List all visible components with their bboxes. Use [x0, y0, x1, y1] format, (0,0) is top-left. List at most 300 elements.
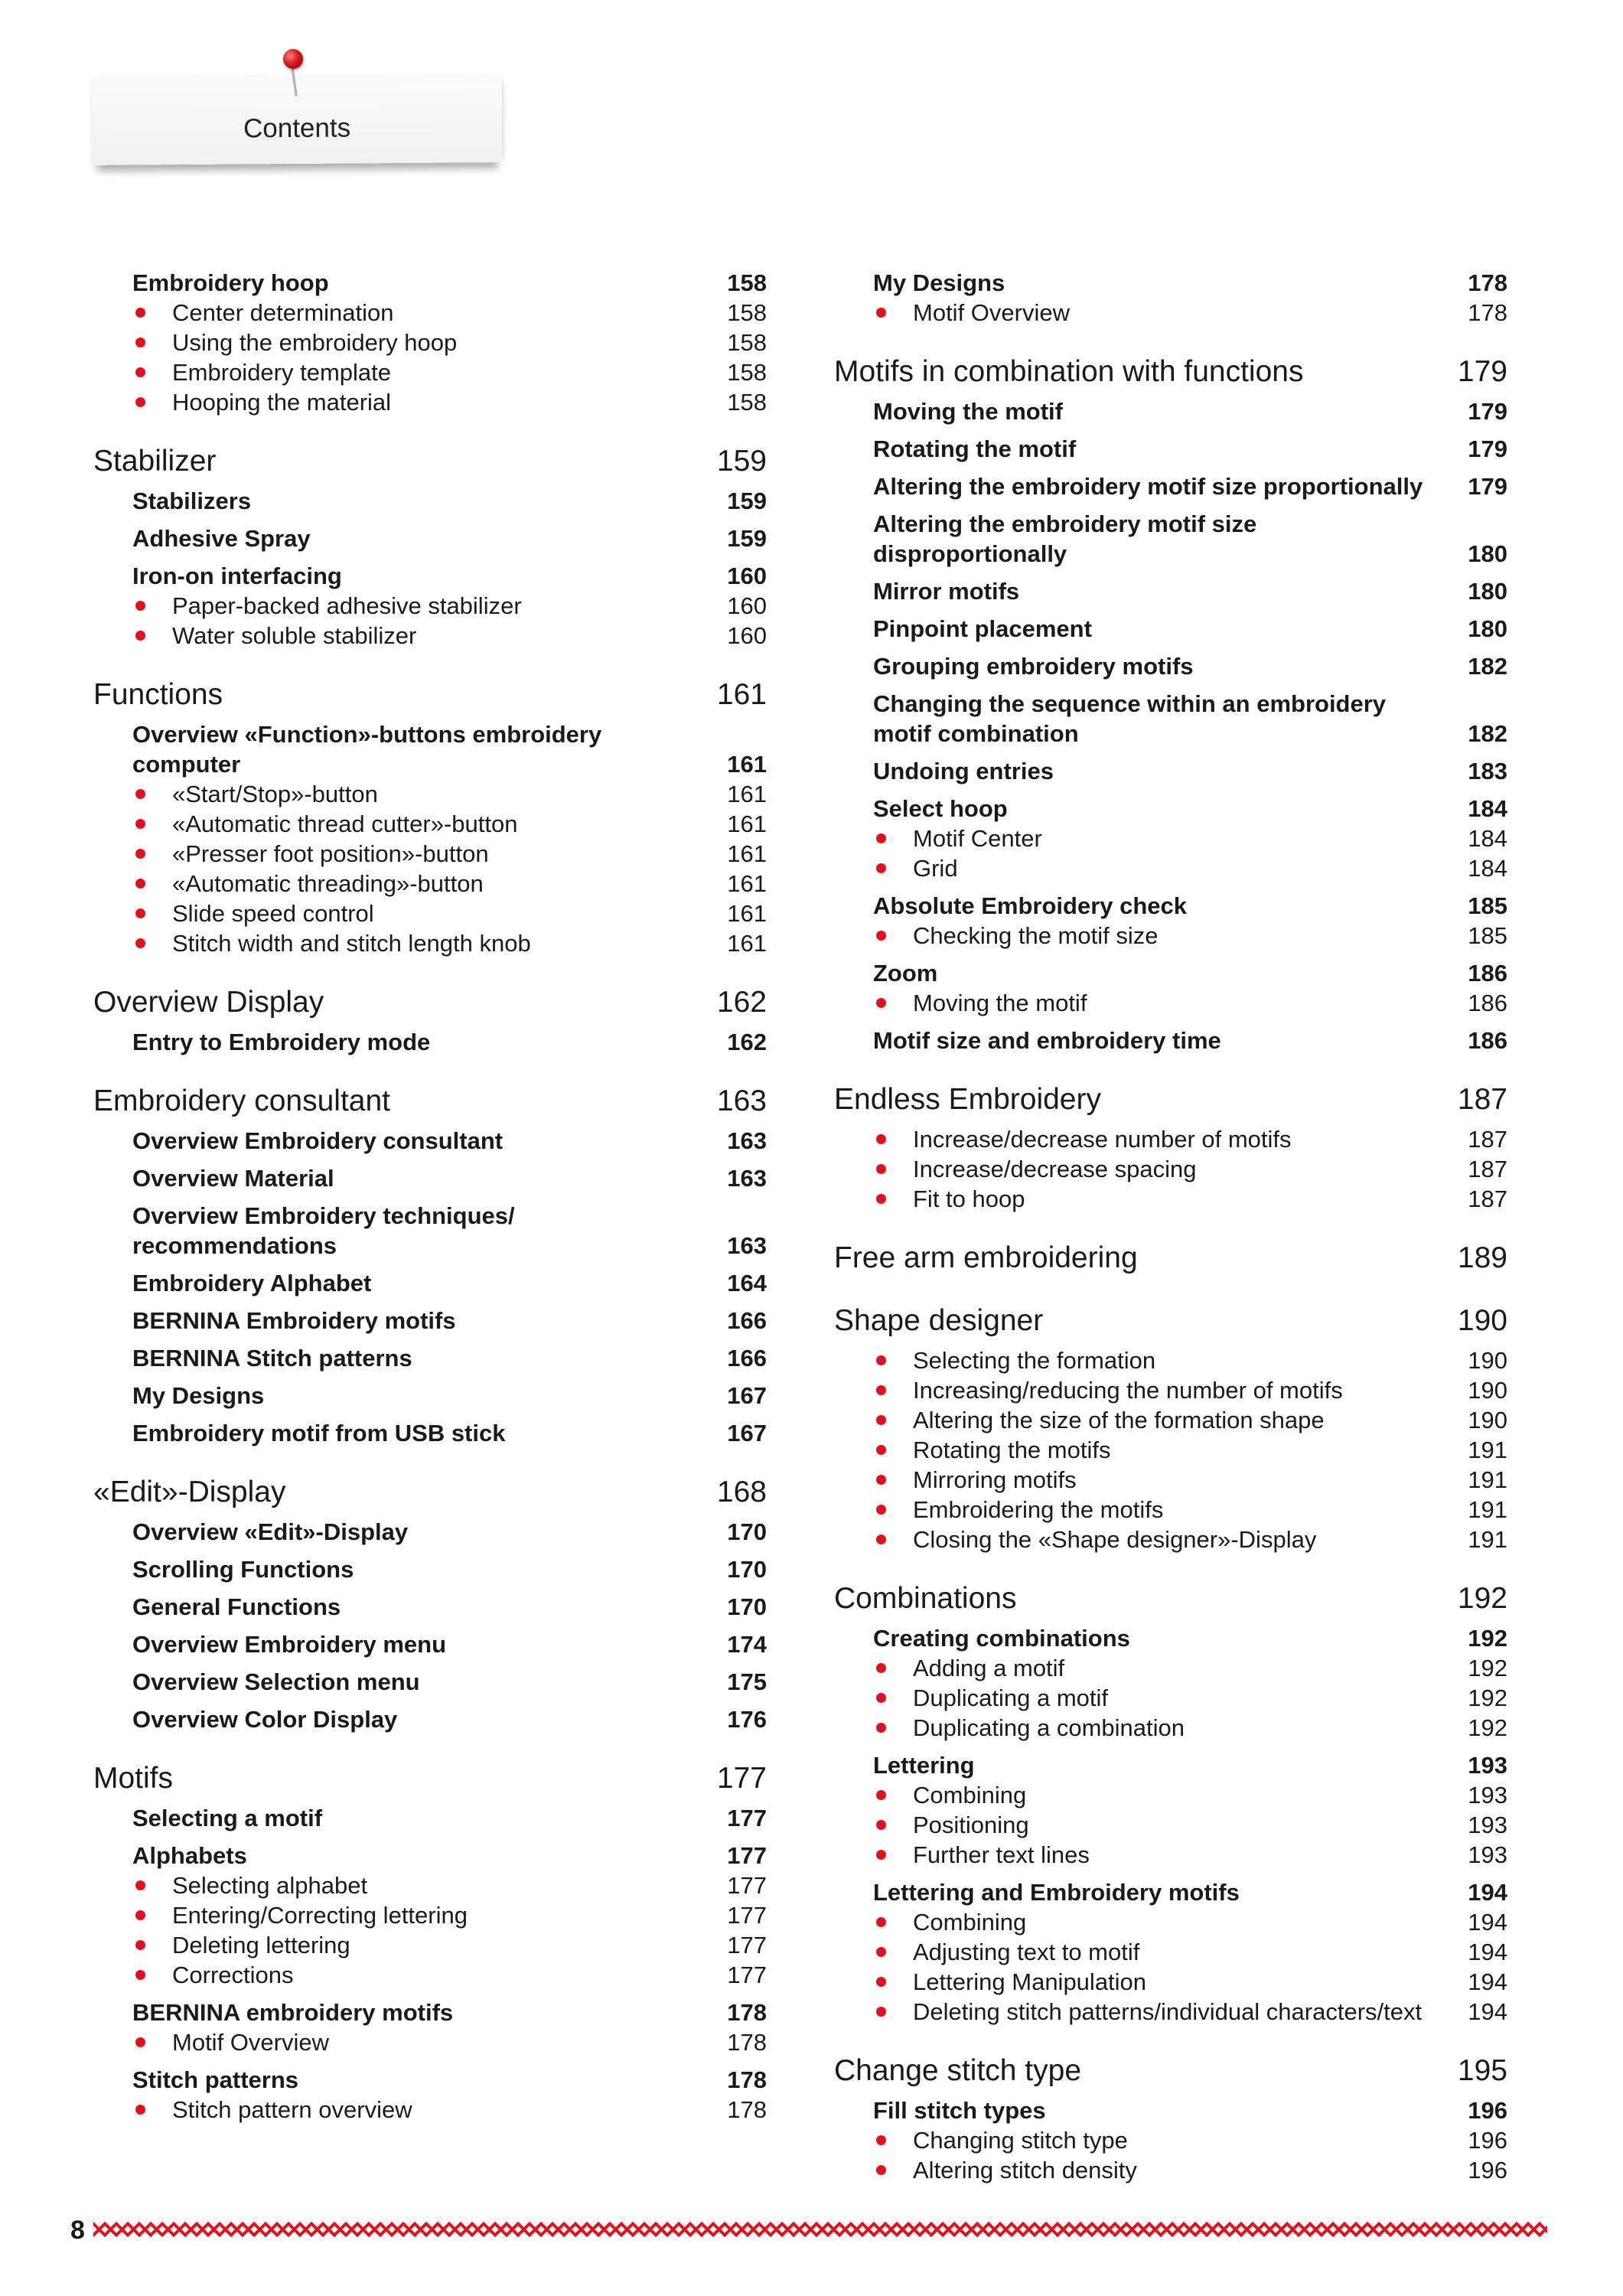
toc-entry-label: Grouping embroidery motifs	[873, 653, 1194, 680]
toc-entry-page: 186	[1468, 990, 1507, 1016]
toc-entry-label: Overview Selection menu	[132, 1668, 420, 1695]
toc-entry-label: Combining	[913, 1782, 1027, 1808]
toc-entry-label: Overview Embroidery menu	[132, 1631, 447, 1658]
toc-section-entry[interactable]	[93, 1381, 767, 1411]
toc-entry-page: 194	[1468, 1968, 1507, 1995]
toc-entry-page: 191	[1468, 1466, 1507, 1493]
toc-entry-page: 159	[727, 525, 767, 552]
toc-chapter-title: Embroidery consultant	[93, 1084, 391, 1117]
toc-entry-page: 178	[727, 2096, 767, 2123]
toc-entry-label: Duplicating a combination	[913, 1714, 1185, 1741]
toc-section-entry[interactable]	[93, 1418, 767, 1448]
toc-bullet-entry[interactable]	[93, 2095, 767, 2125]
toc-entry-label: Fill stitch types	[873, 2097, 1046, 2124]
toc-entry-page: 179	[1468, 435, 1507, 462]
toc-entry-page: 194	[1468, 1909, 1507, 1936]
page-title: Contents	[243, 113, 351, 144]
toc-chapter-heading[interactable]	[834, 1081, 1507, 1118]
toc-bullet-entry[interactable]	[93, 591, 767, 621]
toc-section-entry[interactable]	[834, 434, 1507, 464]
toc-bullet-entry[interactable]	[93, 779, 767, 809]
toc-bullet-entry[interactable]	[93, 621, 767, 651]
toc-bullet-entry[interactable]	[834, 1907, 1507, 1937]
toc-entry-label: Motif Overview	[172, 2029, 329, 2056]
toc-chapter-title: Functions	[93, 678, 223, 711]
toc-bullet-entry[interactable]	[93, 869, 767, 899]
toc-bullet-entry[interactable]	[834, 1435, 1507, 1465]
toc-entry-page: 160	[727, 563, 767, 589]
toc-entry-page: 177	[727, 1842, 767, 1869]
toc-bullet-entry[interactable]	[834, 1713, 1507, 1743]
toc-chapter-heading[interactable]	[834, 1240, 1507, 1277]
toc-entry-page: 184	[1468, 795, 1507, 822]
toc-entry-page: 194	[1468, 1939, 1507, 1965]
toc-chapter-heading[interactable]	[93, 443, 767, 480]
toc-section-entry[interactable]	[93, 1517, 767, 1547]
toc-section-entry[interactable]	[834, 614, 1507, 644]
pin-icon	[283, 49, 303, 69]
toc-chapter-title: Motifs	[93, 1762, 174, 1795]
toc-entry-label: BERNINA embroidery motifs	[132, 1999, 454, 2026]
toc-entry-page: 192	[1468, 1714, 1507, 1741]
toc-section-entry[interactable]	[834, 396, 1507, 426]
toc-section-entry[interactable]	[93, 1998, 767, 2027]
toc-chapter-title: Motifs in combination with functions	[834, 355, 1304, 388]
toc-entry-page: 180	[1468, 540, 1507, 567]
toc-entry-page: 193	[1468, 1812, 1507, 1838]
toc-chapter-heading[interactable]	[834, 2053, 1507, 2089]
toc-entry-label: Grid	[913, 855, 958, 882]
toc-chapter-heading[interactable]	[93, 1083, 767, 1120]
toc-bullet-entry[interactable]	[834, 298, 1507, 328]
toc-chapter-page: 192	[1457, 1582, 1507, 1615]
toc-chapter-title: Free arm embroidering	[834, 1241, 1138, 1274]
toc-entry-label: «Presser foot position»-button	[172, 840, 489, 867]
toc-entry-page: 193	[1468, 1841, 1507, 1868]
toc-entry-label: BERNINA Stitch patterns	[132, 1345, 412, 1371]
toc-chapter-title: Combinations	[834, 1582, 1017, 1615]
toc-chapter-page: 189	[1457, 1241, 1507, 1274]
toc-bullet-entry[interactable]	[834, 1683, 1507, 1713]
toc-entry-label: Further text lines	[913, 1841, 1090, 1868]
toc-bullet-entry[interactable]	[834, 853, 1507, 883]
toc-entry-label: Altering stitch density	[913, 2157, 1137, 2183]
toc-chapter-heading[interactable]	[93, 1474, 767, 1511]
toc-section-entry[interactable]	[834, 509, 1507, 569]
toc-section-entry[interactable]	[834, 756, 1507, 786]
toc-bullet-entry[interactable]	[93, 387, 767, 417]
toc-entry-label: Overview «Function»-buttons embroidery computer	[132, 721, 602, 778]
toc-section-entry[interactable]	[834, 1750, 1507, 1780]
toc-entry-label: Moving the motif	[873, 398, 1063, 425]
toc-chapter-title: Shape designer	[834, 1304, 1044, 1337]
toc-entry-label: Selecting the formation	[913, 1347, 1156, 1374]
toc-bullet-entry[interactable]	[834, 1997, 1507, 2027]
toc-right-column	[834, 268, 1507, 2185]
toc-entry-page: 196	[1468, 2097, 1507, 2124]
toc-entry-page: 167	[727, 1420, 767, 1446]
toc-bullet-entry[interactable]	[834, 823, 1507, 853]
toc-entry-page: 179	[1468, 473, 1507, 500]
toc-entry-page: 166	[727, 1345, 767, 1371]
toc-chapter-page: 161	[716, 678, 767, 711]
toc-section-entry[interactable]	[93, 1201, 767, 1261]
toc-entry-label: Overview Color Display	[132, 1706, 398, 1733]
toc-entry-label: Scrolling Functions	[132, 1556, 354, 1583]
toc-entry-page: 184	[1468, 855, 1507, 882]
toc-chapter-heading[interactable]	[834, 1303, 1507, 1339]
toc-section-entry[interactable]	[834, 689, 1507, 748]
toc-entry-page: 186	[1468, 1027, 1507, 1054]
toc-entry-label: Motif size and embroidery time	[873, 1027, 1221, 1054]
toc-entry-page: 196	[1468, 2157, 1507, 2183]
toc-entry-label: Combining	[913, 1909, 1027, 1936]
toc-entry-page: 161	[727, 930, 767, 957]
toc-entry-label: Stabilizers	[132, 488, 252, 514]
toc-entry-label: Altering the size of the formation shape	[913, 1407, 1325, 1433]
footer-decorative-border	[93, 2222, 1547, 2237]
toc-entry-page: 192	[1468, 1655, 1507, 1681]
toc-chapter-page: 195	[1457, 2054, 1507, 2087]
toc-bullet-entry[interactable]	[93, 809, 767, 839]
toc-entry-label: Embroidery hoop	[132, 269, 329, 296]
toc-chapter-entries	[834, 1345, 1507, 1554]
toc-entry-page: 161	[727, 751, 767, 778]
toc-entry-label: Mirroring motifs	[913, 1466, 1077, 1493]
toc-section-entry[interactable]	[834, 794, 1507, 823]
toc-entry-page: 161	[727, 870, 767, 897]
toc-entry-page: 179	[1468, 398, 1507, 425]
toc-entry-label: Embroidery Alphabet	[132, 1270, 372, 1296]
toc-entry-page: 191	[1468, 1526, 1507, 1553]
toc-section-entry[interactable]	[93, 1592, 767, 1622]
toc-entry-label: Stitch width and stitch length knob	[172, 930, 531, 957]
toc-entry-label: Zoom	[873, 960, 938, 987]
toc-chapter-page: 190	[1457, 1304, 1507, 1337]
toc-entry-label: Overview «Edit»-Display	[132, 1518, 409, 1545]
page-number: 8	[70, 2216, 85, 2245]
toc-entry-label: Selecting a motif	[132, 1805, 323, 1831]
toc-entry-page: 176	[727, 1706, 767, 1733]
toc-entry-page: 192	[1468, 1684, 1507, 1711]
toc-entry-label: Undoing entries	[873, 758, 1054, 784]
toc-entry-page: 185	[1468, 892, 1507, 919]
toc-chapter-page: 187	[1457, 1083, 1507, 1116]
toc-entry-page: 177	[727, 1805, 767, 1831]
toc-entry-page: 190	[1468, 1347, 1507, 1374]
toc-entry-page: 196	[1468, 2127, 1507, 2154]
toc-section-entry[interactable]	[93, 1126, 767, 1156]
toc-entry-label: Increase/decrease number of motifs	[913, 1126, 1292, 1153]
toc-chapter-entries	[834, 1623, 1507, 2027]
toc-entry-label: Altering the embroidery motif size disproportionally	[873, 510, 1257, 567]
toc-section-entry[interactable]	[834, 576, 1507, 606]
toc-entry-page: 161	[727, 781, 767, 807]
toc-entry-label: Using the embroidery hoop	[172, 329, 458, 356]
toc-bullet-entry[interactable]	[93, 1900, 767, 1930]
toc-entry-page: 160	[727, 622, 767, 649]
toc-bullet-entry[interactable]	[834, 1345, 1507, 1375]
toc-entry-page: 161	[727, 810, 767, 837]
toc-entry-label: Adjusting text to motif	[913, 1939, 1140, 1965]
toc-section-entry[interactable]	[93, 1163, 767, 1193]
toc-entry-page: 191	[1468, 1496, 1507, 1523]
toc-entry-page: 187	[1468, 1126, 1507, 1153]
toc-entry-page: 185	[1468, 922, 1507, 949]
toc-entry-page: 192	[1468, 1625, 1507, 1652]
toc-entry-label: «Automatic threading»-button	[172, 870, 484, 897]
toc-chapter-title: Overview Display	[93, 986, 324, 1019]
toc-section-entry[interactable]	[93, 719, 767, 779]
toc-entry-page: 158	[727, 269, 767, 296]
toc-entry-label: Motif Center	[913, 825, 1042, 852]
toc-entry-label: Positioning	[913, 1812, 1029, 1838]
toc-entry-page: 174	[727, 1631, 767, 1658]
toc-section-entry[interactable]	[93, 1268, 767, 1298]
toc-section-entry[interactable]	[834, 471, 1507, 501]
toc-entry-label: Lettering	[873, 1752, 975, 1779]
toc-entry-label: Water soluble stabilizer	[172, 622, 417, 649]
toc-entry-label: Rotating the motifs	[913, 1437, 1111, 1463]
toc-bullet-entry[interactable]	[834, 1124, 1507, 1154]
toc-entry-page: 159	[727, 488, 767, 514]
toc-section-entry[interactable]	[93, 561, 767, 591]
toc-chapter-page: 163	[716, 1084, 767, 1117]
toc-bullet-entry[interactable]	[834, 1967, 1507, 1997]
toc-entry-label: Closing the «Shape designer»-Display	[913, 1526, 1317, 1553]
toc-section-entry[interactable]	[93, 1554, 767, 1584]
toc-entry-label: Increasing/reducing the number of motifs	[913, 1377, 1343, 1404]
toc-entry-label: Stitch pattern overview	[172, 2096, 412, 2123]
toc-bullet-entry[interactable]	[834, 921, 1507, 951]
toc-entry-page: 177	[727, 1902, 767, 1929]
toc-chapter-title: «Edit»-Display	[93, 1476, 286, 1508]
toc-bullet-entry[interactable]	[834, 1937, 1507, 1967]
toc-entry-page: 177	[727, 1962, 767, 1988]
toc-entry-label: Motif Overview	[913, 299, 1070, 326]
toc-entry-page: 184	[1468, 825, 1507, 852]
toc-entry-page: 163	[727, 1165, 767, 1192]
toc-bullet-entry[interactable]	[834, 1495, 1507, 1525]
toc-section-entry[interactable]	[93, 1027, 767, 1057]
toc-entry-page: 186	[1468, 960, 1507, 987]
toc-entry-label: Rotating the motif	[873, 435, 1077, 462]
toc-entry-page: 158	[727, 389, 767, 416]
toc-entry-label: Changing stitch type	[913, 2127, 1128, 2154]
toc-bullet-entry[interactable]	[834, 1184, 1507, 1214]
toc-chapter-entries	[93, 719, 767, 958]
toc-bullet-entry[interactable]	[834, 1810, 1507, 1840]
toc-entry-page: 178	[727, 1999, 767, 2026]
toc-entry-label: General Functions	[132, 1593, 341, 1620]
toc-entry-label: Stitch patterns	[132, 2066, 299, 2093]
toc-entry-label: BERNINA Embroidery motifs	[132, 1307, 456, 1334]
toc-chapter-heading[interactable]	[93, 677, 767, 713]
toc-entry-label: Overview Material	[132, 1165, 334, 1192]
toc-section-entry[interactable]	[834, 891, 1507, 921]
toc-section-entry[interactable]	[93, 486, 767, 516]
toc-entry-page: 166	[727, 1307, 767, 1334]
toc-chapter-page: 177	[716, 1762, 767, 1795]
toc-entry-label: Checking the motif size	[913, 922, 1159, 949]
toc-entry-label: Corrections	[172, 1962, 294, 1988]
toc-section-entry[interactable]	[93, 1803, 767, 1833]
toc-entry-label: Moving the motif	[913, 990, 1087, 1016]
toc-chapter-entries	[93, 1803, 767, 2125]
toc-entry-page: 191	[1468, 1437, 1507, 1463]
toc-entry-page: 160	[727, 592, 767, 619]
toc-entry-page: 187	[1468, 1186, 1507, 1212]
toc-section-entry[interactable]	[93, 1306, 767, 1336]
toc-entry-page: 158	[727, 359, 767, 386]
toc-section-entry[interactable]	[834, 2095, 1507, 2125]
toc-bullet-entry[interactable]	[834, 1840, 1507, 1870]
toc-entry-page: 170	[727, 1556, 767, 1583]
toc-chapter-page: 179	[1457, 355, 1507, 388]
toc-entry-page: 194	[1468, 1998, 1507, 2025]
toc-entry-label: Embroidery template	[172, 359, 392, 386]
toc-entry-page: 164	[727, 1270, 767, 1296]
toc-chapter-title: Endless Embroidery	[834, 1083, 1101, 1116]
toc-entry-label: Deleting lettering	[172, 1932, 350, 1958]
toc-entry-page: 187	[1468, 1156, 1507, 1182]
toc-entry-page: 162	[727, 1029, 767, 1055]
toc-bullet-entry[interactable]	[93, 2027, 767, 2057]
toc-entry-page: 190	[1468, 1407, 1507, 1433]
toc-section-entry[interactable]	[93, 523, 767, 553]
toc-entry-label: Embroidering the motifs	[913, 1496, 1164, 1523]
toc-bullet-entry[interactable]	[93, 1960, 767, 1990]
toc-entry-label: Absolute Embroidery check	[873, 892, 1188, 919]
toc-entry-label: Embroidery motif from USB stick	[132, 1420, 506, 1446]
toc-entry-page: 183	[1468, 758, 1507, 784]
toc-entry-page: 193	[1468, 1752, 1507, 1779]
toc-intro-entries	[834, 268, 1507, 328]
toc-section-entry[interactable]	[834, 268, 1507, 298]
toc-entry-label: Pinpoint placement	[873, 615, 1092, 642]
toc-entry-label: Entering/Correcting lettering	[172, 1902, 468, 1929]
toc-entry-page: 177	[727, 1932, 767, 1958]
toc-entry-label: Iron-on interfacing	[132, 563, 342, 589]
toc-bullet-entry[interactable]	[93, 1870, 767, 1900]
toc-bullet-entry[interactable]	[93, 928, 767, 958]
toc-chapter-heading[interactable]	[93, 1760, 767, 1797]
toc-entry-page: 178	[1468, 299, 1507, 326]
toc-section-entry[interactable]	[93, 1667, 767, 1697]
toc-entry-page: 175	[727, 1668, 767, 1695]
toc-entry-page: 180	[1468, 615, 1507, 642]
toc-section-entry[interactable]	[834, 1026, 1507, 1055]
toc-chapter-entries	[93, 1517, 767, 1734]
toc-entry-label: Changing the sequence within an embroidery motif combination	[873, 690, 1387, 747]
toc-entry-page: 170	[727, 1593, 767, 1620]
header-note	[92, 75, 503, 165]
toc-entry-label: Altering the embroidery motif size proportionally	[873, 473, 1423, 500]
toc-entry-label: Hooping the material	[172, 389, 392, 416]
toc-bullet-entry[interactable]	[834, 1154, 1507, 1184]
toc-chapter-entries	[834, 2095, 1507, 2185]
toc-chapter-title: Change stitch type	[834, 2054, 1082, 2087]
toc-entry-label: Center determination	[172, 299, 394, 326]
toc-chapter-heading[interactable]	[93, 984, 767, 1021]
toc-entry-label: Selecting alphabet	[172, 1872, 368, 1899]
toc-intro-entries	[93, 268, 767, 417]
toc-section-entry[interactable]	[93, 268, 767, 298]
toc-bullet-entry[interactable]	[834, 1405, 1507, 1435]
toc-entry-page: 158	[727, 329, 767, 356]
toc-entry-label: My Designs	[873, 269, 1005, 296]
toc-bullet-entry[interactable]	[834, 2125, 1507, 2155]
toc-entry-label: Paper-backed adhesive stabilizer	[172, 592, 522, 619]
toc-section-entry[interactable]	[834, 1623, 1507, 1653]
toc-entry-label: Overview Embroidery techniques/ recommendations	[132, 1202, 515, 1259]
toc-entry-page: 178	[1468, 269, 1507, 296]
toc-bullet-entry[interactable]	[834, 988, 1507, 1018]
toc-chapter-page: 159	[716, 445, 767, 478]
toc-bullet-entry[interactable]	[93, 1930, 767, 1960]
toc-bullet-entry[interactable]	[834, 1780, 1507, 1810]
toc-chapter-entries	[93, 486, 767, 651]
toc-entry-label: Adhesive Spray	[132, 525, 311, 552]
toc-section-entry[interactable]	[93, 1704, 767, 1734]
toc-chapter-entries	[93, 1027, 767, 1057]
toc-section-entry[interactable]	[834, 651, 1507, 681]
toc-section-entry[interactable]	[93, 2065, 767, 2095]
toc-entry-page: 167	[727, 1382, 767, 1409]
toc-entry-page: 161	[727, 900, 767, 927]
toc-entry-page: 163	[727, 1127, 767, 1154]
toc-bullet-entry[interactable]	[834, 1375, 1507, 1405]
toc-bullet-entry[interactable]	[834, 1653, 1507, 1683]
toc-section-entry[interactable]	[93, 1629, 767, 1659]
toc-entry-page: 180	[1468, 578, 1507, 605]
toc-bullet-entry[interactable]	[93, 298, 767, 328]
toc-bullet-entry[interactable]	[834, 1465, 1507, 1495]
toc-chapter-page: 168	[716, 1476, 767, 1508]
toc-chapter-heading[interactable]	[834, 1580, 1507, 1617]
toc-chapter-heading[interactable]	[834, 354, 1507, 390]
toc-entry-label: Lettering and Embroidery motifs	[873, 1879, 1240, 1906]
toc-bullet-entry[interactable]	[834, 1525, 1507, 1554]
toc-entry-page: 193	[1468, 1782, 1507, 1808]
toc-section-entry[interactable]	[834, 958, 1507, 988]
toc-chapter-entries	[93, 1126, 767, 1448]
toc-section-entry[interactable]	[93, 1841, 767, 1870]
toc-entry-label: Entry to Embroidery mode	[132, 1029, 431, 1055]
toc-entry-page: 161	[727, 840, 767, 867]
toc-entry-label: Lettering Manipulation	[913, 1968, 1147, 1995]
toc-left-column	[93, 268, 767, 2125]
toc-entry-page: 178	[727, 2029, 767, 2056]
toc-chapter-title: Stabilizer	[93, 445, 217, 478]
toc-section-entry[interactable]	[93, 1343, 767, 1373]
toc-bullet-entry[interactable]	[93, 899, 767, 928]
toc-entry-label: Alphabets	[132, 1842, 247, 1869]
toc-bullet-entry[interactable]	[93, 328, 767, 357]
toc-chapter-page: 162	[716, 986, 767, 1019]
toc-entry-label: Increase/decrease spacing	[913, 1156, 1197, 1182]
toc-entry-label: «Automatic thread cutter»-button	[172, 810, 518, 837]
toc-bullet-entry[interactable]	[834, 2155, 1507, 2185]
toc-entry-label: Deleting stitch patterns/individual characters/text	[913, 1998, 1423, 2025]
toc-chapter-entries	[834, 1124, 1507, 1214]
toc-bullet-entry[interactable]	[93, 839, 767, 869]
toc-bullet-entry[interactable]	[93, 357, 767, 387]
toc-entry-page: 163	[727, 1232, 767, 1259]
toc-section-entry[interactable]	[834, 1877, 1507, 1907]
toc-entry-page: 178	[727, 2066, 767, 2093]
toc-chapter-entries	[834, 396, 1507, 1055]
